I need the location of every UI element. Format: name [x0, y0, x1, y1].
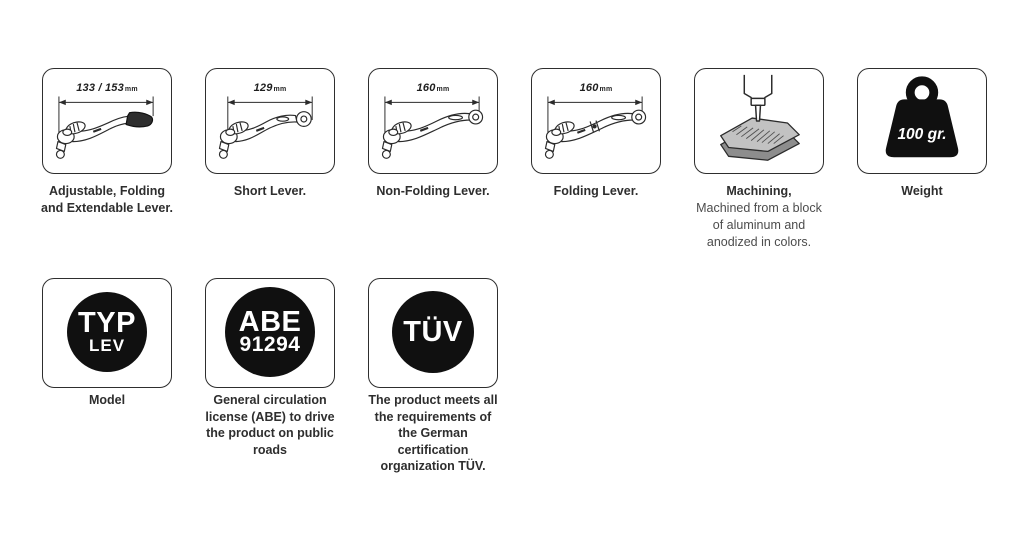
card-short-lever — [205, 68, 335, 174]
badge-text: TYP — [78, 307, 136, 339]
dimension-label: 129mm — [253, 82, 287, 94]
caption-line: roads — [252, 442, 288, 457]
card-non-folding-lever — [368, 68, 498, 174]
badge-text: 91294 — [239, 333, 301, 356]
caption-line: the German — [398, 426, 468, 440]
caption-line: Adjustable, Folding — [49, 184, 165, 198]
caption-abe — [188, 392, 352, 458]
typ-lev-badge — [67, 292, 147, 372]
dimension-unit: mm — [599, 86, 613, 93]
caption-line: Model — [88, 393, 126, 407]
tuv-badge — [392, 291, 474, 373]
caption-line: The product meets all — [368, 393, 498, 407]
caption-line: anodized in colors. — [706, 234, 812, 249]
caption-short-lever — [188, 183, 352, 200]
caption-machining — [677, 183, 841, 251]
caption-line: Folding Lever. — [553, 184, 639, 198]
caption-line: the product on public — [206, 426, 334, 440]
card-machining — [694, 68, 824, 174]
caption-folding-lever — [514, 183, 678, 200]
caption-line: General circulation — [213, 393, 327, 407]
weight-icon — [858, 69, 986, 173]
dimension-label: 160mm — [579, 82, 613, 94]
caption-adjustable-lever — [25, 183, 189, 216]
card-abe — [205, 278, 335, 388]
dimension-unit: mm — [436, 86, 450, 93]
abe-badge — [225, 287, 315, 377]
weight-value-label: 100 gr. — [897, 126, 947, 143]
card-weight — [857, 68, 987, 174]
caption-line: Weight — [901, 184, 943, 198]
badge-text: ABE — [238, 306, 302, 338]
caption-tuv — [351, 392, 515, 475]
caption-line: certification — [397, 442, 469, 457]
caption-line: Machined from a block — [696, 200, 822, 215]
card-adjustable-lever — [42, 68, 172, 174]
caption-line: Short Lever. — [233, 184, 307, 198]
caption-line: organization TÜV. — [380, 459, 486, 473]
caption-title: Machining, — [726, 184, 792, 198]
dimension-label: 133 / 153mm — [76, 82, 138, 94]
badge-text: LEV — [88, 336, 126, 355]
machining-icon — [695, 69, 823, 173]
caption-line: Non-Folding Lever. — [376, 184, 490, 198]
caption-line: the requirements of — [374, 409, 492, 424]
card-tuv — [368, 278, 498, 388]
caption-line: license (ABE) to drive — [205, 409, 335, 424]
card-folding-lever — [531, 68, 661, 174]
card-model — [42, 278, 172, 388]
dimension-unit: mm — [124, 86, 138, 93]
dimension-label: 160mm — [416, 82, 450, 94]
dimension-unit: mm — [273, 86, 287, 93]
caption-weight — [840, 183, 1004, 200]
caption-model — [25, 392, 189, 409]
caption-non-folding-lever — [351, 183, 515, 200]
caption-line: and Extendable Lever. — [41, 200, 173, 215]
caption-line: of aluminum and — [712, 217, 806, 232]
badge-text: TÜV — [403, 316, 463, 348]
